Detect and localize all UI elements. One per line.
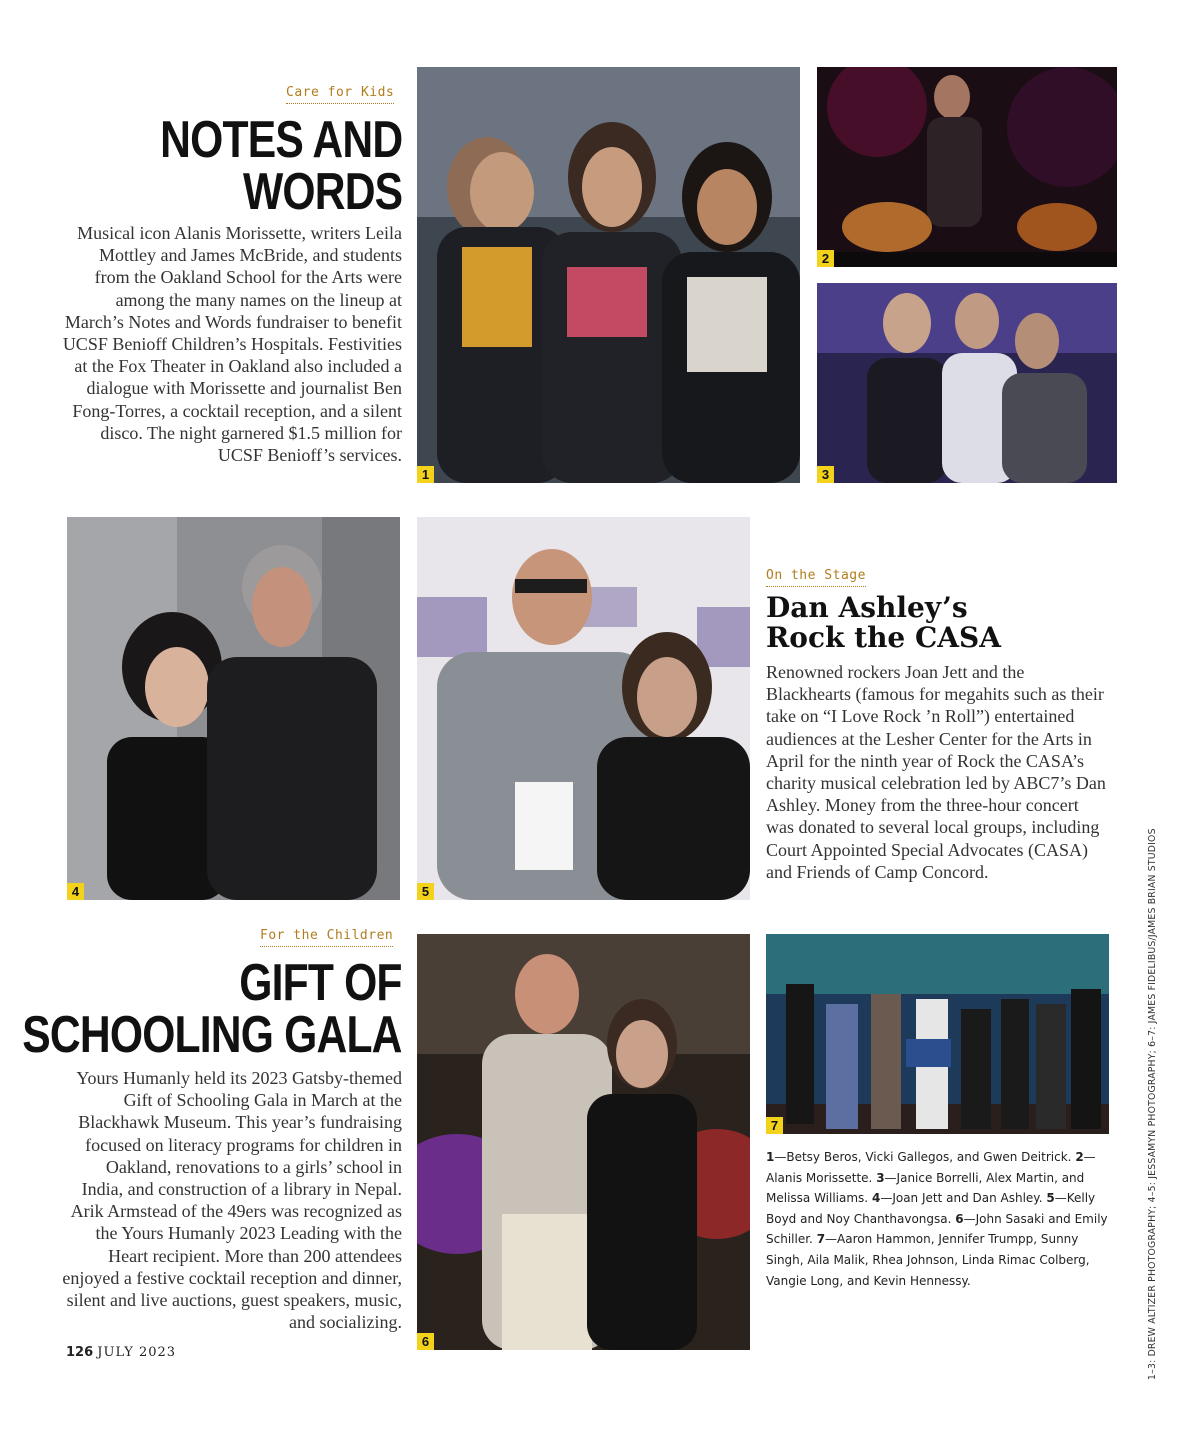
photo-credit: 1–3: DREW ALTIZER PHOTOGRAPHY; 4–5: JESSAMYN PHOTOGRAPHY; 6–7: JAMES FIDELIBUS/JAMES BRIAN STUDIOS [1147,828,1158,1380]
section1-body: Musical icon Alanis Morissette, writers Leila Mottley and James McBride, and students from the Oakland School for the Arts were among the many names on the lineup at March’s Notes and Words fundraiser to benefit UCSF Benioff Children’s Hospitals. Festivities at the Fox Theater in Oakland also included a dialogue with Morissette and journalist Ben Fong-Torres, a cocktail reception, and a silent disco. The night garnered $1.5 million for UCSF Benioff’s services. [62,223,402,466]
section1-headline-line1: NOTES AND [159,111,402,169]
page-number: 126 [66,1345,94,1360]
photo-7-number: 7 [766,1117,783,1134]
photo-2-image [817,67,1117,267]
page-folio [66,1345,176,1360]
photo-5-image [417,517,750,900]
section3-headline [22,954,402,1064]
section3-body: Yours Humanly held its 2023 Gatsby-themed Gift of Schooling Gala in March at the Blackhawk Museum. This year’s fundraising focused on literacy programs for children in Oakland, renovations to a girls’ school in India, and construction of a library in Nepal. Arik Armstead of the 49ers was recognized as the Yours Humanly 2023 Leading with the Heart recipient. More than 200 attendees enjoyed a festive cocktail reception and dinner, silent and live auctions, guest speakers, music, and socializing. [62,1068,402,1333]
section2-headline-line2: Rock the CASA [766,621,1001,654]
photo-1-number: 1 [417,466,434,483]
section2-kicker: On the Stage [766,568,866,587]
caption-5-text: —Kelly Boyd and Noy Chanthavongsa. [766,1191,1096,1226]
caption-6-number: 6 [955,1211,964,1226]
section2-body: Renowned rockers Joan Jett and the Blackhearts (famous for megahits such as their take on “I Love Rock ’n Roll”) entertained audiences at the Lesher Center for the Arts in April for the ninth year of Rock the CASA’s charity musical celebration led by ABC7’s Dan Ashley. Money from the three-hour concert was donated to several local groups, including Court Appointed Special Advocates (CASA) and Friends of Camp Concord. [766,662,1106,882]
photo-1 [417,67,800,483]
issue-date: JULY 2023 [97,1345,177,1360]
caption-7-text: —Aaron Hammon, Jennifer Trumpp, Sunny Singh, Aila Malik, Rhea Johnson, Linda Rimac Colberg, Vangie Long, and Kevin Hennessy. [766,1232,1090,1288]
caption-3-number: 3 [876,1170,885,1185]
section1-kicker: Care for Kids [286,85,394,104]
caption-2-text: —Alanis Morissette. [766,1150,1096,1185]
section2-headline-line1: Dan Ashley’s [766,591,968,624]
section2-headline [766,593,1001,653]
photo-4-number: 4 [67,883,84,900]
section3-kicker: For the Children [260,928,393,947]
photo-5-number: 5 [417,883,434,900]
section3-headline-line1: GIFT OF [239,954,402,1012]
photo-5 [417,517,750,900]
caption-4-number: 4 [871,1191,881,1206]
photo-6 [417,934,750,1350]
photo-captions [766,1147,1116,1291]
caption-1-text: —Betsy Beros, Vicki Gallegos, and Gwen Deitrick. [774,1150,1072,1164]
caption-2-number: 2 [1075,1150,1084,1164]
photo-7-image [766,934,1109,1134]
photo-3-image [817,283,1117,483]
photo-4 [67,517,400,900]
caption-3-text: —Janice Borrelli, Alex Martin, and Melissa Williams. [766,1170,1085,1206]
photo-2 [817,67,1117,267]
caption-1-number: 1 [766,1150,775,1164]
caption-7-number: 7 [816,1232,826,1247]
caption-5-number: 5 [1046,1191,1055,1206]
photo-2-number: 2 [817,250,834,267]
photo-3-number: 3 [817,466,834,483]
photo-6-image [417,934,750,1350]
section1-headline [159,111,402,221]
caption-4-text: —Joan Jett and Dan Ashley. [880,1191,1043,1206]
photo-1-image [417,67,800,483]
section3-headline-line2: SCHOOLING GALA [22,1006,402,1064]
section1-headline-line2: WORDS [242,163,402,221]
photo-4-image [67,517,400,900]
photo-6-number: 6 [417,1333,434,1350]
photo-7 [766,934,1109,1134]
caption-6-text: —John Sasaki and Emily Schiller. [766,1211,1108,1247]
photo-3 [817,283,1117,483]
